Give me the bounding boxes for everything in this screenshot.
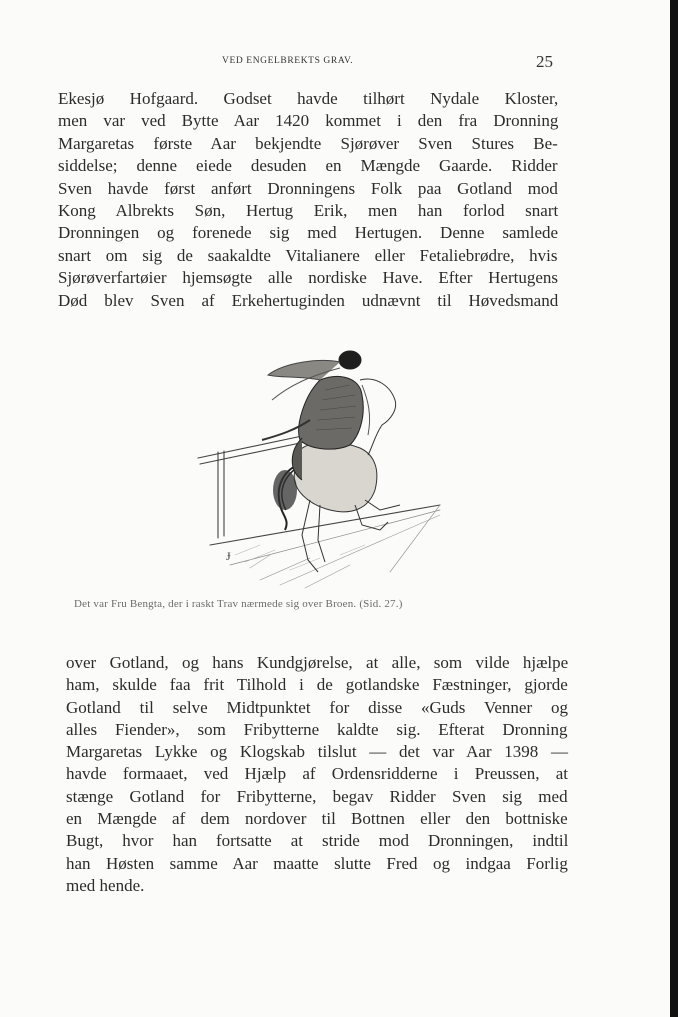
text-line: Margaretas Lykke og Klogskab tilslut — det var Aar 1398 — [66,742,569,762]
illustration-caption: Det var Fru Bengta, der i raskt Trav nærmede sig over Broen. (Sid. 27.) [74,598,403,610]
text-line: Dronningen og forenede sig med Hertugen. Denne samlede [58,223,559,243]
text-line: med hende. [66,875,145,895]
text-line: Gotland til selve Midtpunktet for disse «Guds Venner og [66,697,568,717]
text-line: snart om sig de saakaldte Vitalianere eller Fetaliebrødre, hvis [58,245,558,265]
svg-text:Ɉ: Ɉ [226,549,231,563]
page-edge-shadow [670,0,678,1017]
text-line: over Gotland, og hans Kundgjørelse, at alle, som vilde hjælpe [66,653,569,672]
text-line: han Høsten samme Aar maatte slutte Fred og indgaa Forlig [66,853,568,873]
text-line: Død blev Sven af Erkehertuginden udnævnt til Høvedsmand [58,290,559,310]
text-line: stænge Gotland for Fribytterne, begav Ridder Sven sig med [66,786,568,806]
text-line: Sjørøverfartøier hjemsøgte alle nordiske Have. Efter Hertugens [58,268,558,288]
text-line: alles Fiender», som Fribytterne kaldte sig. Efterat Dronning [66,719,568,739]
rider-on-bridge-illustration [190,340,450,590]
text-line: Ekesjø Hofgaard. Godset havde tilhørt Nydale Kloster, [58,89,559,108]
paragraph-top [58,88,558,312]
page-number: 25 [536,52,553,71]
text-line: Margaretas første Aar bekjendte Sjørøver Sven Stures Be- [58,133,558,153]
text-line: ham, skulde faa frit Tilhold i de gotlandske Fæstninger, gjorde [66,675,568,695]
running-title: VED ENGELBREKTS GRAV. [222,56,354,66]
text-line: Kong Albrekts Søn, Hertug Erik, men han forlod snart [58,201,559,221]
paragraph-bottom [66,652,568,897]
text-line: en Mængde af dem nordover til Bottnen eller den bottniske [66,809,568,829]
text-line: siddelse; denne eiede desuden en Mængde Gaarde. Ridder [58,156,558,176]
text-line: Bugt, hvor han fortsatte at stride mod Dronningen, indtil [66,831,569,851]
text-line: men var ved Bytte Aar 1420 kommet i den fra Dronning [58,111,559,131]
text-line: Sven havde først anført Dronningens Folk paa Gotland mod [58,178,558,198]
text-line: havde formaaet, ved Hjælp af Ordensridderne i Preussen, at [66,764,568,784]
